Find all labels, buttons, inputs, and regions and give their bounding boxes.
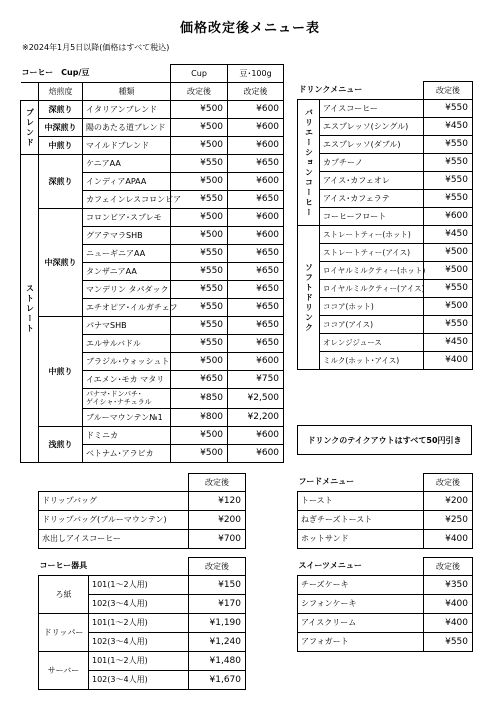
cup-price: ¥550 [171, 155, 228, 173]
product-name: ブラジル･ウォッシュト [83, 353, 171, 371]
roast-level: 深煎り [39, 101, 83, 119]
product-name: インディアAPAA [83, 173, 171, 191]
table-row [39, 576, 246, 595]
price: ¥550 [424, 190, 473, 208]
table-row [298, 136, 473, 154]
price: ¥200 [189, 511, 246, 530]
table-row [298, 100, 473, 118]
roast-level: 浅煎り [39, 427, 83, 463]
product-name: ドリップバッグ(ブルーマウンテン) [39, 511, 189, 530]
price: ¥1,480 [189, 652, 246, 671]
cup-price: ¥550 [171, 299, 228, 317]
col-after: 改定後 [424, 474, 473, 492]
equipment-group-label: ろ紙 [39, 576, 89, 614]
product-name: 101(1～2人用) [89, 652, 189, 671]
product-name: ロイヤルミルクティー(アイス) [320, 280, 424, 298]
price: ¥450 [424, 226, 473, 244]
product-name: ホットサンド [298, 530, 424, 549]
drip-bag-table [38, 473, 246, 549]
col-after: 改定後 [189, 558, 246, 576]
product-name: ケニアAA [83, 155, 171, 173]
product-name: マイルドブレンド [83, 137, 171, 155]
table-row [298, 576, 473, 595]
price: ¥500 [424, 244, 473, 262]
product-name: マンデリン タパダック [83, 281, 171, 299]
blend-group-label-text: ブレンド [25, 107, 35, 148]
table-row [298, 226, 473, 244]
tax-note: ※2024年1月5日以降(価格はすべて税込) [22, 43, 170, 52]
product-name: エチオピア･イルガチェフ [83, 299, 171, 317]
table-row [298, 352, 473, 370]
col-bean: 豆･100g [228, 65, 284, 83]
product-name: ロイヤルミルクティー(ホット) [320, 262, 424, 280]
price: ¥1,670 [189, 671, 246, 690]
price: ¥500 [424, 298, 473, 316]
soft-drink-group-label [298, 226, 320, 370]
equipment-header-row [39, 558, 246, 576]
price: ¥550 [424, 633, 473, 652]
bean-price: ¥750 [228, 371, 284, 389]
blend-group-label [21, 101, 39, 155]
bean-price: ¥650 [228, 245, 284, 263]
price: ¥1,190 [189, 614, 246, 633]
table-row [39, 492, 246, 511]
table-row [21, 101, 284, 119]
bean-price: ¥600 [228, 445, 284, 463]
table-row [298, 511, 473, 530]
variation-group-label-text: バリエーションコーヒー [304, 107, 314, 218]
product-name: ドリップバッグ [39, 492, 189, 511]
sweets-section-title: スイーツメニュー [298, 558, 424, 576]
table-row [298, 154, 473, 172]
product-name: ブルーマウンテン№1 [83, 409, 171, 427]
col-roast: 焙煎度 [39, 83, 83, 101]
bean-price: ¥600 [228, 353, 284, 371]
product-name: トースト [298, 492, 424, 511]
straight-group-label-text: ストレート [25, 283, 35, 334]
bean-price: ¥600 [228, 209, 284, 227]
price: ¥400 [424, 595, 473, 614]
drink-price-table [297, 81, 473, 370]
price: ¥550 [424, 136, 473, 154]
bean-price: ¥650 [228, 299, 284, 317]
cup-price: ¥500 [171, 353, 228, 371]
table-row [298, 492, 473, 511]
col-after: 改定後 [424, 82, 473, 100]
price: ¥450 [424, 118, 473, 136]
table-row [21, 137, 284, 155]
product-name: イタリアンブレンド [83, 101, 171, 119]
bean-price: ¥650 [228, 155, 284, 173]
price: ¥550 [424, 316, 473, 334]
product-name: オレンジジュース [320, 334, 424, 352]
bean-price: ¥600 [228, 427, 284, 445]
price: ¥350 [424, 576, 473, 595]
takeout-discount-banner: ドリンクのテイクアウトはすべて50円引き [297, 425, 472, 455]
product-name: パナマSHB [83, 317, 171, 335]
price: ¥550 [424, 154, 473, 172]
product-name: コロンビア･スプレモ [83, 209, 171, 227]
coffee-equipment-table [38, 557, 246, 690]
drink-header-row [298, 82, 473, 100]
bean-price: ¥600 [228, 119, 284, 137]
product-name: イエメン･モカ マタリ [83, 371, 171, 389]
cup-price: ¥500 [171, 427, 228, 445]
product-name: 102(3～4人用) [89, 671, 189, 690]
product-name: アイスコーヒー [320, 100, 424, 118]
bean-price: ¥600 [228, 173, 284, 191]
drink-section-title: ドリンクメニュー [298, 82, 424, 100]
product-name: アフォガート [298, 633, 424, 652]
product-name: 102(3～4人用) [89, 633, 189, 652]
table-row [298, 244, 473, 262]
product-name: ニューギニアAA [83, 245, 171, 263]
table-row [298, 316, 473, 334]
product-name: チーズケーキ [298, 576, 424, 595]
coffee-header-row [21, 83, 284, 101]
food-header-row [298, 474, 473, 492]
table-row [39, 530, 246, 549]
price: ¥150 [189, 576, 246, 595]
table-row [298, 614, 473, 633]
product-name: ベトナム･アラビカ [83, 445, 171, 463]
product-name: エスプレッソ(シングル) [320, 118, 424, 136]
equipment-group-label: ドリッパー [39, 614, 89, 652]
table-row [21, 155, 284, 173]
table-row [298, 633, 473, 652]
table-row [298, 595, 473, 614]
equipment-group-label: サーバー [39, 652, 89, 690]
bean-price: ¥650 [228, 335, 284, 353]
price: ¥400 [424, 352, 473, 370]
price: ¥200 [424, 492, 473, 511]
blank-cell [21, 83, 39, 101]
variation-group-label [298, 100, 320, 226]
roast-level: 中深煎り [39, 119, 83, 137]
product-name: 水出しアイスコーヒー [39, 530, 189, 549]
blank-cell [39, 474, 189, 492]
cup-price: ¥500 [171, 209, 228, 227]
product-name: コーヒーフロート [320, 208, 424, 226]
bean-price: ¥600 [228, 227, 284, 245]
product-name: パナマ･ドンパチ･ ゲイシャ･ナチュラル [83, 389, 171, 409]
product-name: ストレートティー(ホット) [320, 226, 424, 244]
price: ¥500 [424, 262, 473, 280]
table-row [21, 427, 284, 445]
table-row [298, 208, 473, 226]
table-row [298, 118, 473, 136]
cup-price: ¥500 [171, 137, 228, 155]
table-row [298, 172, 473, 190]
bean-price: ¥650 [228, 281, 284, 299]
cup-price: ¥650 [171, 371, 228, 389]
roast-level: 中煎り [39, 137, 83, 155]
product-name: カプチーノ [320, 154, 424, 172]
sweets-menu-table [297, 557, 473, 652]
bean-price: ¥2,200 [228, 409, 284, 427]
cup-price: ¥500 [171, 119, 228, 137]
table-row [21, 317, 284, 335]
table-row [298, 262, 473, 280]
product-name: 102(3～4人用) [89, 595, 189, 614]
product-name: シフォンケーキ [298, 595, 424, 614]
product-name: エルサルバドル [83, 335, 171, 353]
price: ¥550 [424, 280, 473, 298]
product-name: ミルク(ホット･アイス) [320, 352, 424, 370]
product-name: アイス･カフェラテ [320, 190, 424, 208]
sweets-header-row [298, 558, 473, 576]
cup-price: ¥550 [171, 317, 228, 335]
product-name: ねぎチーズトースト [298, 511, 424, 530]
price: ¥550 [424, 100, 473, 118]
coffee-price-table [20, 64, 284, 463]
cup-price: ¥550 [171, 245, 228, 263]
bean-price: ¥600 [228, 137, 284, 155]
table-row [298, 280, 473, 298]
table-row [39, 511, 246, 530]
product-name: タンザニアAA [83, 263, 171, 281]
bean-price: ¥650 [228, 263, 284, 281]
price: ¥1,240 [189, 633, 246, 652]
bean-price: ¥2,500 [228, 389, 284, 409]
table-row [298, 298, 473, 316]
table-row [39, 652, 246, 671]
cup-price: ¥550 [171, 191, 228, 209]
price: ¥600 [424, 208, 473, 226]
col-cup: Cup [171, 65, 228, 83]
cup-price: ¥550 [171, 281, 228, 299]
price: ¥120 [189, 492, 246, 511]
cup-price: ¥550 [171, 263, 228, 281]
soft-drink-group-label-text: ソフトドリンク [304, 262, 314, 333]
cup-price: ¥500 [171, 445, 228, 463]
product-name: グアテマラSHB [83, 227, 171, 245]
coffee-section-row [21, 65, 284, 83]
cup-price: ¥550 [171, 335, 228, 353]
table-row [298, 190, 473, 208]
roast-level: 中深煎り [39, 209, 83, 317]
bean-price: ¥600 [228, 101, 284, 119]
col-after: 改定後 [228, 83, 284, 101]
product-name: 101(1～2人用) [89, 614, 189, 633]
cup-price: ¥500 [171, 227, 228, 245]
food-section-title: フードメニュー [298, 474, 424, 492]
price: ¥250 [424, 511, 473, 530]
coffee-section-title: コーヒー Cup/豆 [21, 65, 171, 83]
table-row [298, 334, 473, 352]
price: ¥400 [424, 614, 473, 633]
cup-price: ¥500 [171, 101, 228, 119]
product-name: 陽のあたる道ブレンド [83, 119, 171, 137]
product-name: ココア(アイス) [320, 316, 424, 334]
cup-price: ¥500 [171, 173, 228, 191]
product-name: ストレートティー(アイス) [320, 244, 424, 262]
col-after: 改定後 [171, 83, 228, 101]
price: ¥550 [424, 172, 473, 190]
price: ¥450 [424, 334, 473, 352]
price: ¥170 [189, 595, 246, 614]
product-name: アイス･カフェオレ [320, 172, 424, 190]
col-after: 改定後 [189, 474, 246, 492]
table-row [298, 530, 473, 549]
price: ¥700 [189, 530, 246, 549]
col-kind: 種類 [83, 83, 171, 101]
bean-price: ¥650 [228, 317, 284, 335]
price: ¥400 [424, 530, 473, 549]
table-row [39, 614, 246, 633]
product-name: カフェインレスコロンビア [83, 191, 171, 209]
food-menu-table [297, 473, 473, 549]
cup-price: ¥850 [171, 389, 228, 409]
product-name: 101(1～2人用) [89, 576, 189, 595]
equipment-section-title: コーヒー器具 [39, 558, 189, 576]
product-name: ドミニカ [83, 427, 171, 445]
product-name: ココア(ホット) [320, 298, 424, 316]
roast-level: 深煎り [39, 155, 83, 209]
col-after: 改定後 [424, 558, 473, 576]
product-name: エスプレッソ(ダブル) [320, 136, 424, 154]
roast-level: 中煎り [39, 317, 83, 427]
bean-price: ¥650 [228, 191, 284, 209]
table-row [21, 209, 284, 227]
straight-group-label [21, 155, 39, 463]
drip-header-row [39, 474, 246, 492]
product-name: アイスクリーム [298, 614, 424, 633]
cup-price: ¥800 [171, 409, 228, 427]
page-title: 価格改定後メニュー表 [179, 21, 320, 36]
table-row [21, 119, 284, 137]
